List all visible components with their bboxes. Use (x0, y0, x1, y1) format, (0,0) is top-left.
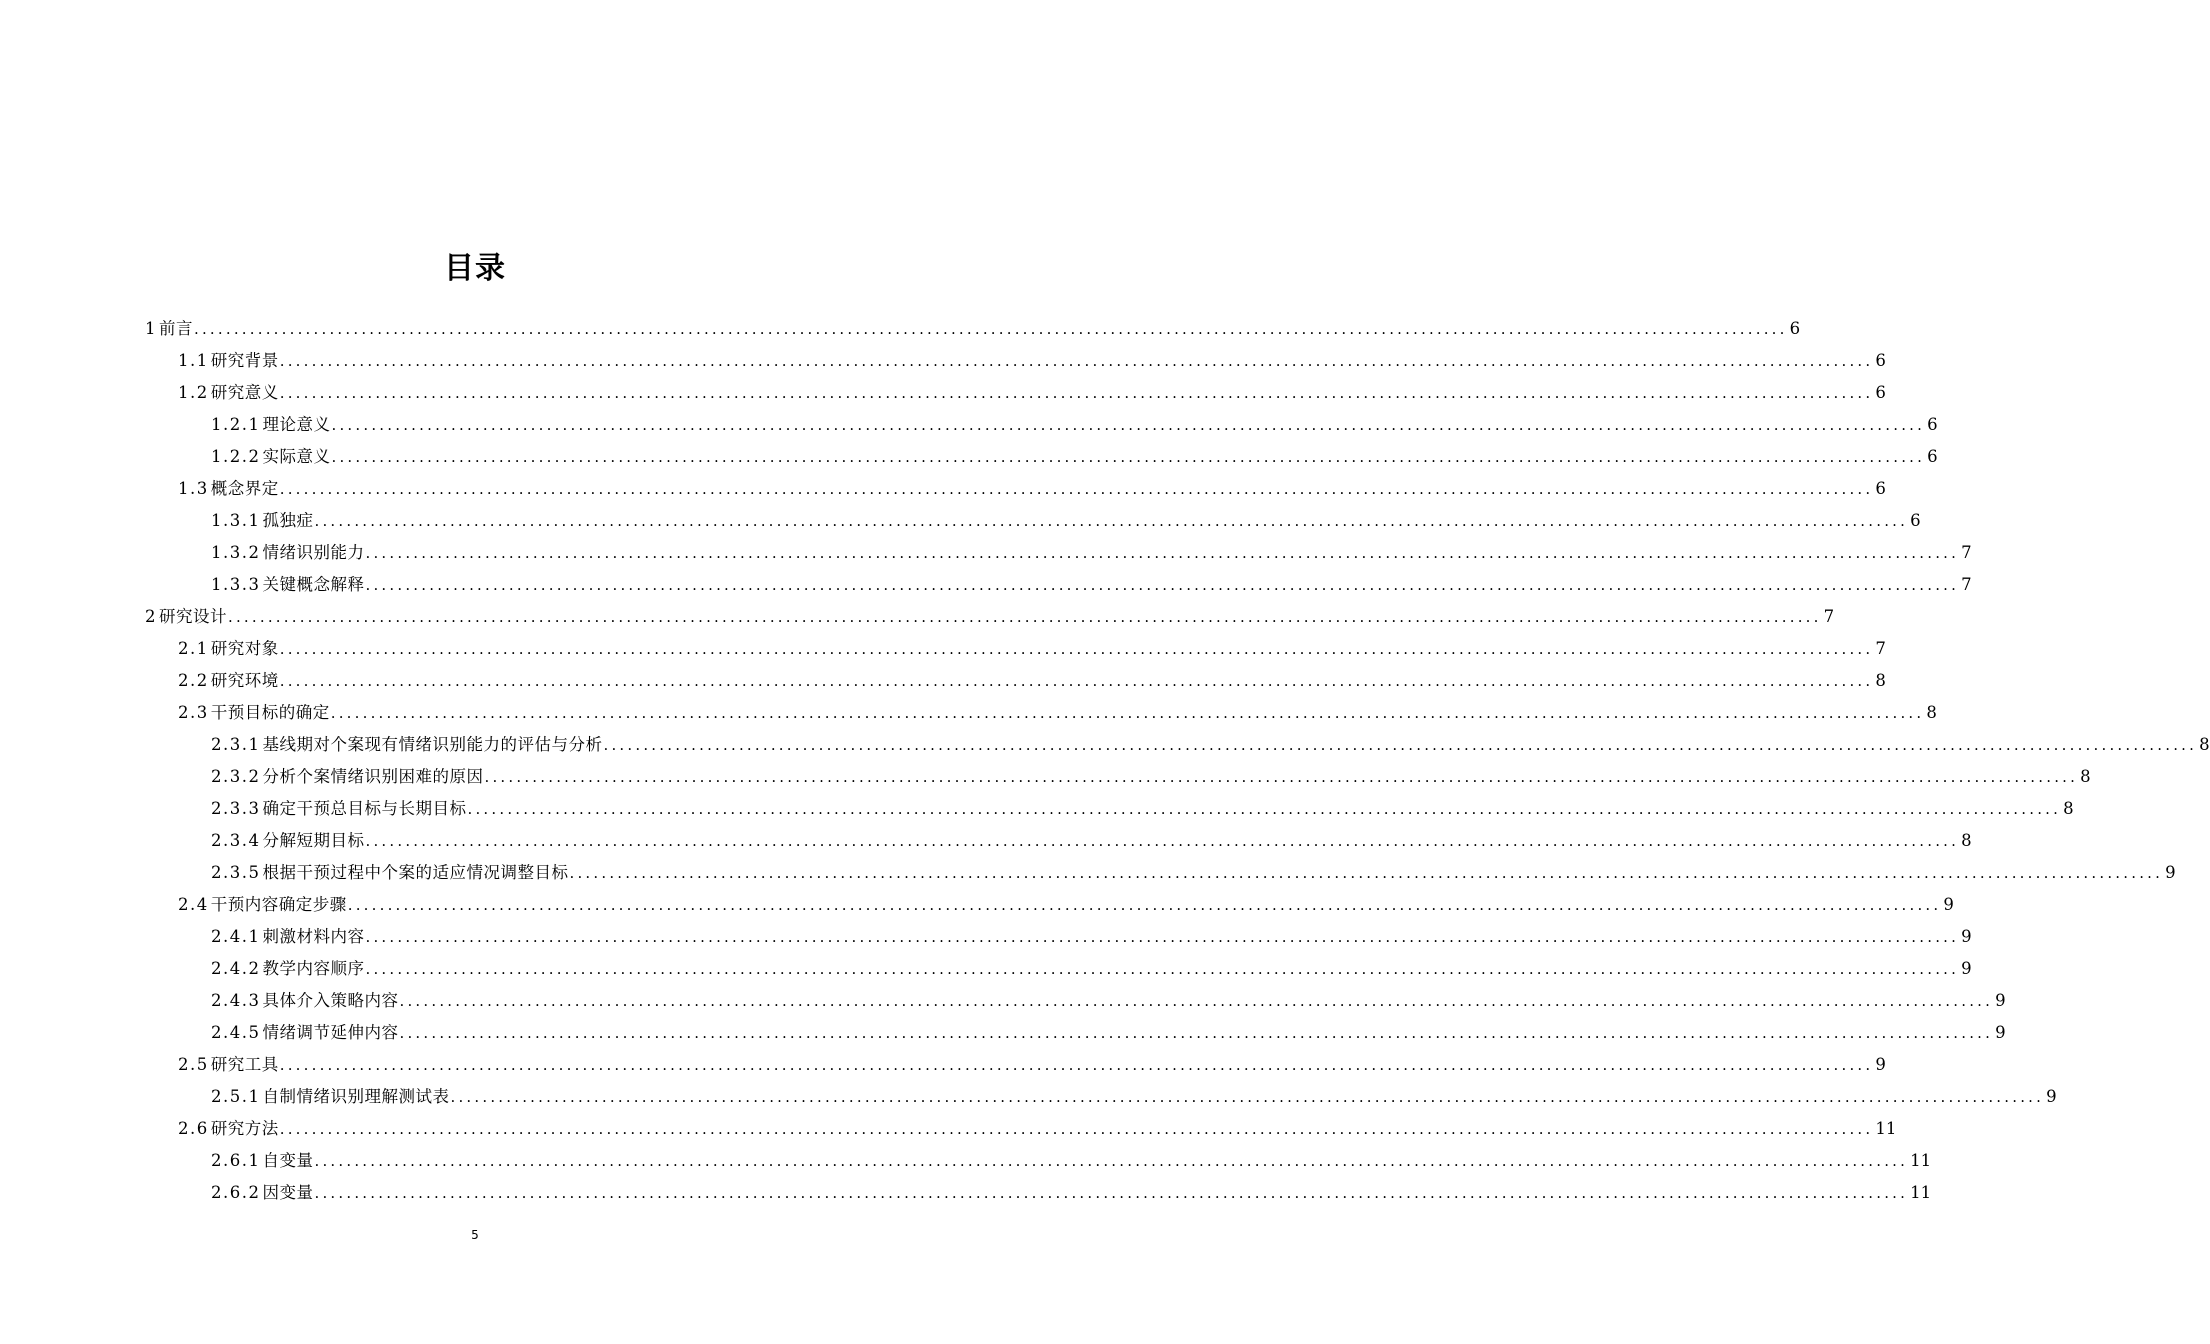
dot-leader: ........................................................................................................................................................................................................ (331, 416, 1926, 434)
toc-entry-line (145, 313, 1801, 345)
toc-entry-number: 2.2 (178, 671, 209, 690)
toc-entry-page: 8 (2063, 799, 2074, 818)
toc-entry[interactable] (0, 1081, 2057, 1113)
toc-entry-page: 9 (1961, 927, 1972, 946)
toc-entry-page: 6 (1875, 383, 1886, 402)
dot-leader: ........................................................................................................................................................................................................ (279, 352, 1874, 370)
toc-entry-title: 自制情绪识别理解测试表 (262, 1087, 450, 1106)
toc-entry-number: 2.3.2 (211, 767, 261, 786)
toc-entry-line (211, 1017, 2006, 1049)
dot-leader: ........................................................................................................................................................................................................ (279, 384, 1874, 402)
toc-entry-title: 研究方法 (210, 1119, 279, 1138)
toc-entry[interactable] (0, 1113, 1897, 1145)
dot-leader: ........................................................................................................................................................................................................ (450, 1088, 2045, 1106)
toc-entry[interactable] (0, 345, 1886, 377)
toc-entry-number: 1.3 (178, 479, 209, 498)
toc-entry-number: 1.2 (178, 383, 209, 402)
toc-entry-page: 9 (1875, 1055, 1886, 1074)
toc-entry-number: 1 (145, 319, 157, 338)
toc-entry-page: 6 (1789, 319, 1801, 338)
toc-entry-page: 8 (1875, 671, 1886, 690)
toc-entry-title: 前言 (159, 319, 193, 338)
dot-leader: ........................................................................................................................................................................................................ (194, 320, 1788, 338)
toc-entry-number: 2.3.3 (211, 799, 261, 818)
dot-leader: ........................................................................................................................................................................................................ (228, 608, 1822, 626)
toc-entry[interactable] (0, 1145, 1932, 1177)
toc-entry-line (211, 1081, 2057, 1113)
dot-leader: ........................................................................................................................................................................................................ (330, 704, 1925, 722)
toc-entry-page: 7 (1961, 543, 1972, 562)
toc-entry-page: 9 (1961, 959, 1972, 978)
toc-entry[interactable] (0, 953, 1972, 985)
toc-entry-page: 11 (1910, 1151, 1932, 1170)
toc-entry-title: 研究设计 (159, 607, 227, 626)
toc-entry[interactable] (0, 537, 1972, 569)
dot-leader: ........................................................................................................................................................................................................ (331, 448, 1926, 466)
toc-entry-title: 刺激材料内容 (262, 927, 365, 946)
toc-entry-page: 6 (1910, 511, 1921, 530)
toc-entry-page: 9 (1995, 991, 2006, 1010)
toc-entry[interactable] (0, 729, 2210, 761)
toc-entry-number: 1.3.3 (211, 575, 261, 594)
toc-entry-line (211, 825, 1972, 857)
toc-entry-line (178, 889, 1954, 921)
toc-entry-number: 2.4.1 (211, 927, 261, 946)
toc-entry-number: 2.3.1 (211, 735, 261, 754)
toc-entry[interactable] (0, 441, 1938, 473)
toc-entry-page: 6 (1875, 479, 1886, 498)
toc-entry-page: 8 (1926, 703, 1937, 722)
toc-entry-line (211, 1145, 1932, 1177)
toc-entry-title: 基线期对个案现有情绪识别能力的评估与分析 (262, 735, 603, 754)
toc-entry-number: 2.6.1 (211, 1151, 261, 1170)
dot-leader: ........................................................................................................................................................................................................ (279, 480, 1874, 498)
toc-entry-line (211, 729, 2210, 761)
toc-entry[interactable] (0, 697, 1937, 729)
toc-entry-page: 8 (2199, 735, 2210, 754)
toc-entry[interactable] (0, 985, 2006, 1017)
toc-entry-title: 研究环境 (210, 671, 279, 690)
toc-entry-line (178, 345, 1886, 377)
dot-leader: ........................................................................................................................................................................................................ (314, 1152, 1909, 1170)
toc-title: 目录 (444, 251, 506, 286)
toc-entry-line (211, 505, 1921, 537)
toc-entry-line (178, 1113, 1897, 1145)
toc-entry-title: 因变量 (262, 1183, 314, 1202)
dot-leader: ........................................................................................................................................................................................................ (467, 800, 2062, 818)
toc-entry[interactable] (0, 473, 1886, 505)
toc-entry-title: 分解短期目标 (262, 831, 365, 850)
toc-entry-title: 自变量 (262, 1151, 314, 1170)
toc-entry-number: 1.2.1 (211, 415, 261, 434)
toc-entry-number: 2 (145, 607, 157, 626)
toc-entry-number: 2.5.1 (211, 1087, 261, 1106)
toc-entry-title: 研究对象 (210, 639, 279, 658)
toc-entry-number: 1.1 (178, 351, 209, 370)
toc-entry-page: 9 (1943, 895, 1954, 914)
toc-entry[interactable] (0, 569, 1972, 601)
toc-entry[interactable] (0, 857, 2176, 889)
dot-leader: ........................................................................................................................................................................................................ (279, 640, 1874, 658)
toc-entry-title: 孤独症 (262, 511, 314, 530)
toc-entry-number: 2.3.4 (211, 831, 261, 850)
toc-entry-page: 6 (1927, 415, 1938, 434)
dot-leader: ........................................................................................................................................................................................................ (569, 864, 2164, 882)
toc-entry[interactable] (0, 313, 1801, 345)
toc-entry-number: 1.2.2 (211, 447, 261, 466)
toc-entry-line (211, 857, 2176, 889)
toc-entry-line (211, 985, 2006, 1017)
toc-entry-title: 教学内容顺序 (262, 959, 365, 978)
dot-leader: ........................................................................................................................................................................................................ (347, 896, 1942, 914)
toc-entry-line (178, 1049, 1886, 1081)
toc-entry-title: 干预内容确定步骤 (210, 895, 347, 914)
toc-entry[interactable] (0, 1017, 2006, 1049)
dot-leader: ........................................................................................................................................................................................................ (484, 768, 2079, 786)
toc-entry-title: 研究工具 (210, 1055, 279, 1074)
toc-entry-title: 理论意义 (262, 415, 331, 434)
toc-entry-title: 根据干预过程中个案的适应情况调整目标 (262, 863, 569, 882)
toc-entry-page: 7 (1823, 607, 1835, 626)
toc-entry-line (211, 1177, 1932, 1209)
toc-entry-line (211, 537, 1972, 569)
toc-entry-number: 2.6.2 (211, 1183, 261, 1202)
dot-leader: ........................................................................................................................................................................................................ (365, 960, 1960, 978)
toc-entry-line (178, 377, 1886, 409)
toc-entry-page: 8 (2080, 767, 2091, 786)
toc-entry-number: 2.1 (178, 639, 209, 658)
page-number: 5 (471, 1228, 479, 1242)
toc-entry[interactable] (0, 601, 1835, 633)
dot-leader: ........................................................................................................................................................................................................ (279, 1056, 1874, 1074)
toc-entry-title: 情绪识别能力 (262, 543, 365, 562)
toc-entry[interactable] (0, 793, 2074, 825)
toc-entry-title: 实际意义 (262, 447, 331, 466)
toc-entry[interactable] (0, 665, 1886, 697)
dot-leader: ........................................................................................................................................................................................................ (365, 576, 1960, 594)
toc-entry[interactable] (0, 633, 1886, 665)
toc-entry[interactable] (0, 505, 1921, 537)
toc-entry[interactable] (0, 889, 1954, 921)
toc-entry-line (211, 921, 1972, 953)
toc-entry-number: 2.4.5 (211, 1023, 261, 1042)
toc-entry-page: 7 (1961, 575, 1972, 594)
toc-entry[interactable] (0, 1177, 1932, 1209)
dot-leader: ........................................................................................................................................................................................................ (314, 1184, 1909, 1202)
toc-entry-line (211, 761, 2091, 793)
toc-entry-number: 2.4 (178, 895, 209, 914)
toc-entry-number: 2.5 (178, 1055, 209, 1074)
toc-entry-title: 干预目标的确定 (210, 703, 330, 722)
toc-entry[interactable] (0, 1049, 1886, 1081)
toc-entry-line (211, 793, 2074, 825)
toc-entry-title: 具体介入策略内容 (262, 991, 399, 1010)
toc-entry-page: 6 (1927, 447, 1938, 466)
dot-leader: ........................................................................................................................................................................................................ (399, 1024, 1994, 1042)
dot-leader: ........................................................................................................................................................................................................ (279, 672, 1874, 690)
toc-entry-line (178, 665, 1886, 697)
toc-entry-line (178, 473, 1886, 505)
toc-entry[interactable] (0, 377, 1886, 409)
toc-entry-number: 2.6 (178, 1119, 209, 1138)
toc-entry[interactable] (0, 761, 2091, 793)
dot-leader: ........................................................................................................................................................................................................ (399, 992, 1994, 1010)
toc-entry-page: 6 (1875, 351, 1886, 370)
dot-leader: ........................................................................................................................................................................................................ (279, 1120, 1874, 1138)
toc-entry[interactable] (0, 409, 1938, 441)
toc-entry-page: 11 (1875, 1119, 1897, 1138)
toc-entry-line (145, 601, 1835, 633)
toc-entry-number: 1.3.1 (211, 511, 261, 530)
toc-entry-title: 确定干预总目标与长期目标 (262, 799, 467, 818)
dot-leader: ........................................................................................................................................................................................................ (314, 512, 1909, 530)
toc-entry-number: 1.3.2 (211, 543, 261, 562)
toc-entry-line (211, 953, 1972, 985)
toc-entry-page: 9 (2046, 1087, 2057, 1106)
dot-leader: ........................................................................................................................................................................................................ (603, 736, 2198, 754)
dot-leader: ........................................................................................................................................................................................................ (365, 544, 1960, 562)
toc-entry[interactable] (0, 921, 1972, 953)
toc-entry-title: 研究意义 (210, 383, 279, 402)
toc-entry-page: 11 (1910, 1183, 1932, 1202)
toc-entry-title: 概念界定 (210, 479, 279, 498)
toc-entry-page: 9 (2165, 863, 2176, 882)
toc-entry-number: 2.4.2 (211, 959, 261, 978)
dot-leader: ........................................................................................................................................................................................................ (365, 832, 1960, 850)
toc-entry-line (178, 633, 1886, 665)
toc-entry-title: 分析个案情绪识别困难的原因 (262, 767, 484, 786)
toc-entry-line (178, 697, 1937, 729)
table-of-contents (0, 313, 2210, 1209)
toc-entry-title: 关键概念解释 (262, 575, 365, 594)
toc-entry-page: 8 (1961, 831, 1972, 850)
toc-entry[interactable] (0, 825, 1972, 857)
toc-entry-page: 9 (1995, 1023, 2006, 1042)
toc-entry-page: 7 (1875, 639, 1886, 658)
toc-entry-line (211, 441, 1938, 473)
toc-entry-line (211, 409, 1938, 441)
toc-entry-title: 研究背景 (210, 351, 279, 370)
toc-entry-title: 情绪调节延伸内容 (262, 1023, 399, 1042)
toc-entry-number: 2.3.5 (211, 863, 261, 882)
toc-entry-number: 2.3 (178, 703, 209, 722)
dot-leader: ........................................................................................................................................................................................................ (365, 928, 1960, 946)
toc-entry-line (211, 569, 1972, 601)
toc-entry-number: 2.4.3 (211, 991, 261, 1010)
